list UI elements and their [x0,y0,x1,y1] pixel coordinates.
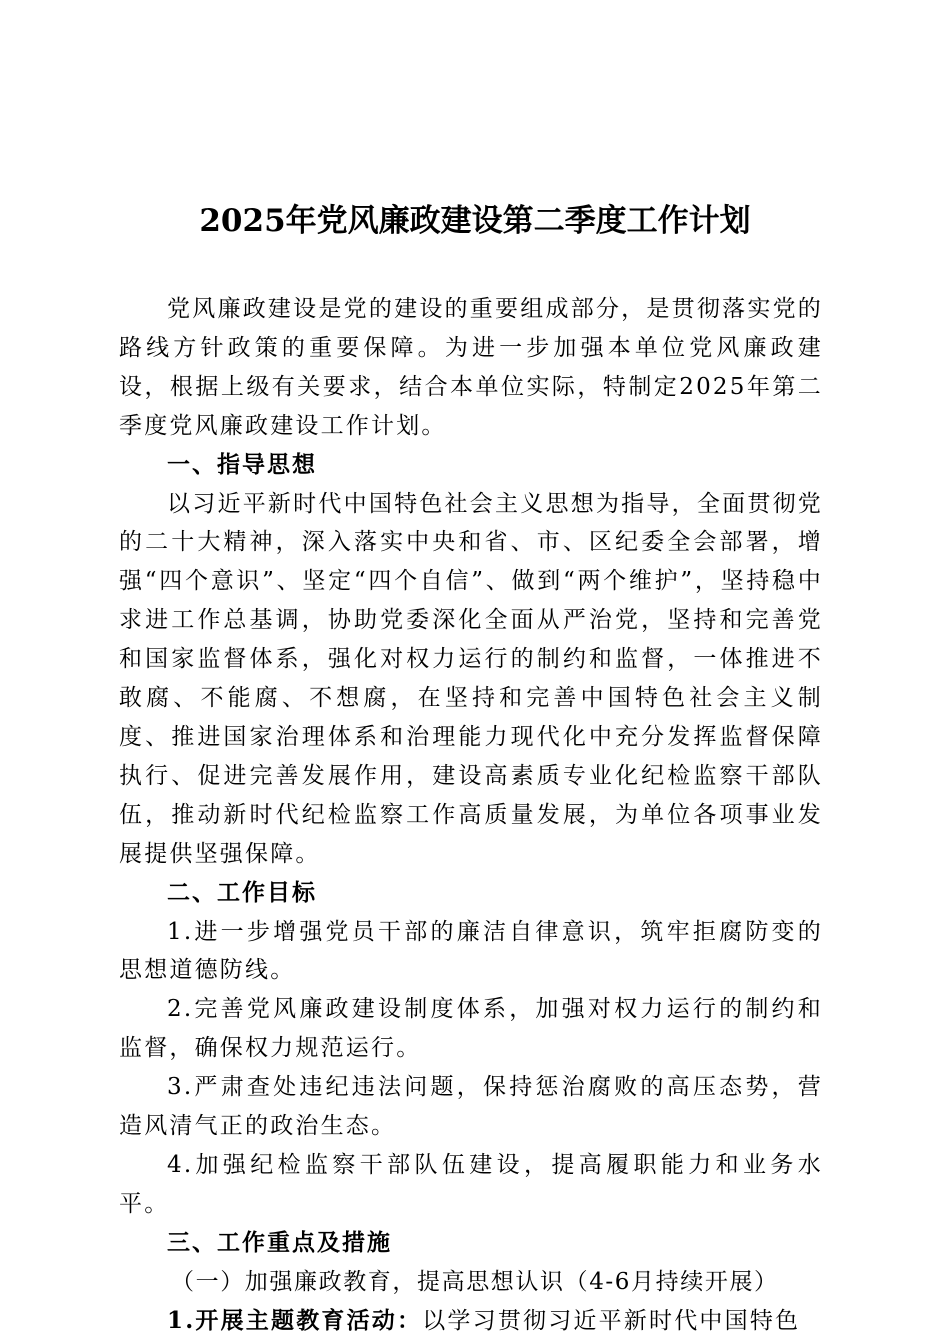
section-heading-guiding-ideology: 一、指导思想 [167,450,317,478]
goal-item: 2.完善党风廉政建设制度体系，加强对权力运行的制约和监督，确保权力规范运行。 [119,996,823,1062]
guiding-ideology-paragraph: 以习近平新时代中国特色社会主义思想为指导，全面贯彻党的二十大精神，深入落实中央和省、市、区纪委全会部署，增强“四个意识”、坚定“四个自信”、做到“两个维护”，坚持稳中求进工作总基调，协助党委深化全面从严治党，坚持和完善党和国家监督体系，强化对权力运行的制约和监督，一体推进不敢腐、不能腐、不想腐，在坚持和完善中国特色社会主义制度、推进国家治理体系和治理能力现代化中充分发挥监督保障执行、促进完善发展作用，建设高素质专业化纪检监察干部队伍，推动新时代纪检监察工作高质量发展，为单位各项事业发展提供坚强保障。 [119,490,823,867]
goal-item: 1.进一步增强党员干部的廉洁自律意识，筑牢拒腐防变的思想道德防线。 [119,918,823,984]
goal-item: 4.加强纪检监察干部队伍建设，提高履职能力和业务水平。 [119,1151,823,1217]
intro-paragraph: 党风廉政建设是党的建设的重要组成部分，是贯彻落实党的路线方针政策的重要保障。为进一步加强本单位党风廉政建设，根据上级有关要求，结合本单位实际，特制定2025年第二季度党风廉政建设工作计划。 [119,296,823,439]
goal-item: 3.严肃查处违纪违法问题，保持惩治腐败的高压态势，营造风清气正的政治生态。 [119,1074,823,1140]
measure-item-1 [119,1302,823,1341]
section-heading-work-goals: 二、工作目标 [167,878,317,906]
document-title: 2025年党风廉政建设第二季度工作计划 [199,203,751,239]
subsection-heading-education: （一）加强廉政教育，提高思想认识（4-6月持续开展） [171,1268,779,1295]
measure-item-1-text: 以学习贯彻习近平新时代中国特色 [422,1307,801,1334]
measure-item-1-lead: 1.开展主题教育活动： [167,1306,423,1334]
document-body [119,290,823,1340]
section-heading-key-measures: 三、工作重点及措施 [167,1228,392,1256]
